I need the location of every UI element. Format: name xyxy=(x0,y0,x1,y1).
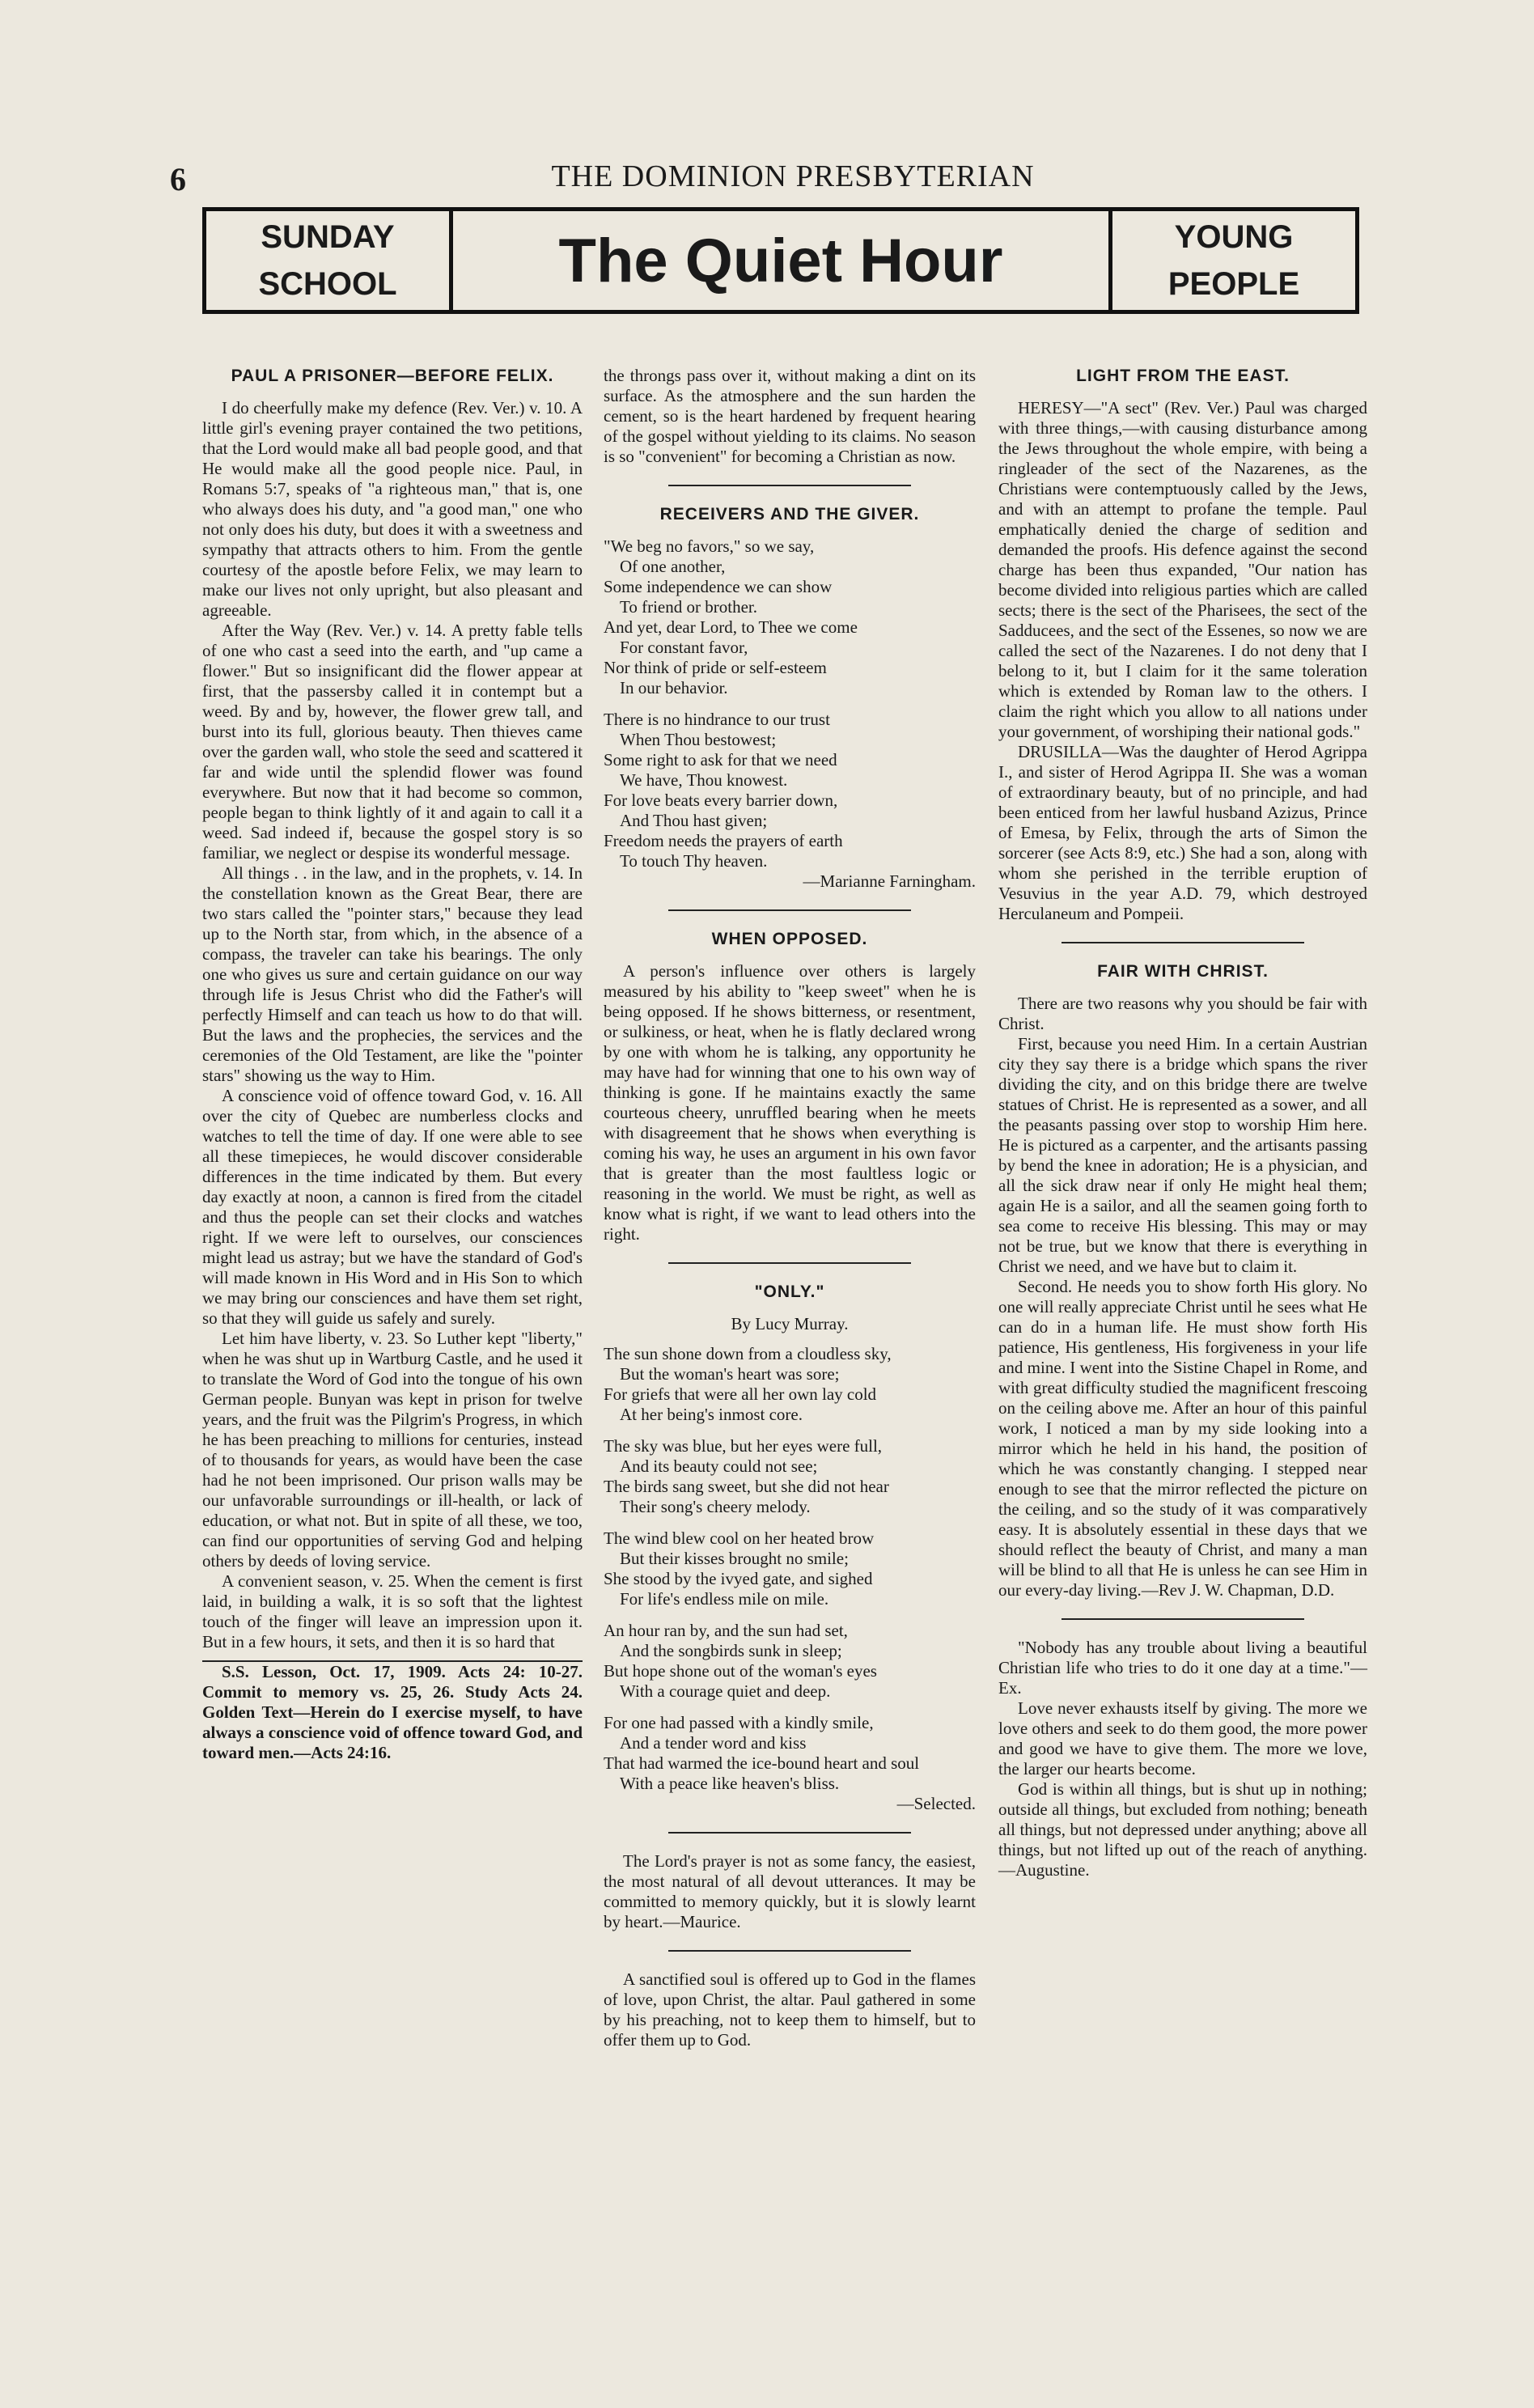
poem-line: For love beats every barrier down, xyxy=(604,791,838,810)
lesson-note: S.S. Lesson, Oct. 17, 1909. Acts 24: 10-27. Commit to memory vs. 25, 26. Study Acts 24. Golden Text—Herein do I exercise myself, to have always a conscience void of offence toward God, and toward men.—Acts 24:16. xyxy=(202,1662,583,1762)
banner-left-box xyxy=(206,211,453,310)
paragraph: There are two reasons why you should be fair with Christ. xyxy=(998,994,1367,1033)
poem-line: To friend or brother. xyxy=(620,597,757,617)
article-heading-only: "ONLY." xyxy=(754,1282,825,1301)
paragraph: the throngs pass over it, without making a dint on its surface. As the atmosphere and the sun harden the cement, so is the heart hardened by frequent hearing of the gospel without yielding to its claims. No season is so "convenient" for becoming a Christian as now. xyxy=(604,366,976,466)
poem-line: There is no hindrance to our trust xyxy=(604,710,830,729)
paragraph: "Nobody has any trouble about living a beautiful Christian life who tries to do it one day at a time."—Ex. xyxy=(998,1638,1367,1698)
poem-line: And Thou hast given; xyxy=(620,811,768,830)
article-heading-receivers: RECEIVERS AND THE GIVER. xyxy=(659,505,920,524)
poem-line: For constant favor, xyxy=(620,638,748,657)
article-heading-fair: FAIR WITH CHRIST. xyxy=(1097,962,1269,981)
paragraph: First, because you need Him. In a certain Austrian city they say there is a bridge which spans the river dividing the city, and on this bridge there are twelve statues of Christ. He is represented as a sower, and all the peasants passing over stop to worship Him here. He is pictured as a carpenter, and the artisants passing by bend the knee in adoration; He is a physician, and all the sick draw near if only He might heal them; again He is a sailor, and all the seamen going forth to sea come to receive His blessing. This may or may not be true, but we know that there is everything in Christ we need, and we have but to claim it. xyxy=(998,1034,1367,1276)
column-2 xyxy=(604,366,976,2050)
poem-line: We have, Thou knowest. xyxy=(620,770,788,790)
article-heading-light: LIGHT FROM THE EAST. xyxy=(1076,367,1290,385)
paragraph: I do cheerfully make my defence (Rev. Ver.) v. 10. A little girl's evening prayer contained the two petitions, that the Lord would make all bad people good, and that He would make all the good people nice. Paul, in Romans 5:7, speaks of "a righteous man," that is, one who always does his duty, and "a good man," one who not only does his duty, but does it with a sweetness and sympathy that attracts others to him. From the gentle courtesy of the apostle before Felix, we may learn to make our lives not only upright, but also pleasant and agreeable. xyxy=(202,398,583,620)
poem-line: The sky was blue, but her eyes were full, xyxy=(604,1436,883,1456)
poem-line: And its beauty could not see; xyxy=(620,1456,818,1476)
poem-line: And the songbirds sunk in sleep; xyxy=(620,1641,842,1660)
divider xyxy=(668,909,911,911)
poem-line: Some right to ask for that we need xyxy=(604,750,837,769)
banner-title: The Quiet Hour xyxy=(558,226,1003,295)
paragraph: A sanctified soul is offered up to God in the flames of love, upon Christ, the altar. Paul gathered in some by his preaching, not to keep them to himself, but to offer them up to God. xyxy=(604,1969,976,2050)
divider xyxy=(1062,1618,1304,1620)
column-3 xyxy=(998,366,1367,1880)
paragraph: All things . . in the law, and in the prophets, v. 14. In the constellation known as the Great Bear, there are two stars called the "pointer stars," because they lead up to the North star, from which, in the absence of a compass, the traveler can take his bearings. The only one who gives us sure and certain guidance on our way through life is Jesus Christ who did the Father's will perfectly Himself and can teach us how to do that will. But the laws and the prophecies, the services and the ceremonies of the Old Testament, are like the "pointer stars" showing us the way to Him. xyxy=(202,863,583,1085)
paragraph: Second. He needs you to show forth His glory. No one will really appreciate Christ until he sees what He can do in a human life. He must show forth His patience, His gentleness, His forgiveness in your life and mine. I went into the Sistine Chapel in Rome, and with great difficulty studied the magnificent frescoing on the ceiling above me. After an hour of this painful work, I noticed a man by my side looking into a mirror which he held in his hand, the position of which he was constantly changing. I stepped near enough to see that the mirror reflected the picture on the ceiling, and so the study of it was comparatively easy. It is absolutely essential in these days that we should reflect the beauty of Christ, and many a man will be blind to all that He is unless he can see Him in our every-day living.—Rev J. W. Chapman, D.D. xyxy=(998,1277,1367,1600)
divider xyxy=(668,485,911,486)
poem-line: "We beg no favors," so we say, xyxy=(604,536,815,556)
paragraph: Let him have liberty, v. 23. So Luther kept "liberty," when he was shut up in Wartburg Castle, and he used it to translate the Word of God into the tongue of his own German people. Bunyan was kept in prison for twelve years, and the fruit was the Pilgrim's Progress, in which he has been preaching to millions for centuries, instead of to thousands for years, as would have been the case had he not been imprisoned. Our prison walls may be our unfavorable surroundings or ill-health, or lack of education, or what not. But in spite of all these, we too, can find our opportunities of serving God and helping others by deeds of loving service. xyxy=(202,1329,583,1571)
divider xyxy=(1062,942,1304,943)
poem-attribution: —Selected. xyxy=(896,1794,976,1813)
article-heading-opposed: WHEN OPPOSED. xyxy=(711,930,868,948)
paragraph: After the Way (Rev. Ver.) v. 14. A pretty fable tells of one who cast a seed into the earth, and "up came a flower." But so insignificant did the flower appear at first, that the passersby called it in contempt but a weed. By and by, however, the flower grew tall, and burst into its full, glorious beauty. Then thieves came over the garden wall, who stole the seed and scattered it far and wide until the splendid flower was found everywhere. But now that it had become so common, people began to think lightly of it and again to call it a weed. Sad indeed if, because the gospel story is so familiar, we neglect or despise its wonderful message. xyxy=(202,621,583,863)
poem-line: With a courage quiet and deep. xyxy=(620,1681,831,1701)
paragraph: The Lord's prayer is not as some fancy, the easiest, the most natural of all devout utterances. It may be committed to memory quickly, but it is slowly learnt by heart.—Maurice. xyxy=(604,1851,976,1931)
column-1 xyxy=(202,366,583,1763)
banner-left-line2: SCHOOL xyxy=(258,266,397,302)
poem-line: An hour ran by, and the sun had set, xyxy=(604,1621,848,1640)
banner-right-line2: PEOPLE xyxy=(1167,266,1300,302)
poem-line: The wind blew cool on her heated brow xyxy=(604,1528,875,1548)
divider xyxy=(668,1950,911,1952)
section-banner xyxy=(202,207,1359,314)
banner-right-box xyxy=(1108,211,1355,310)
poem-only xyxy=(604,1344,976,1794)
poem-attribution: —Marianne Farningham. xyxy=(803,871,976,891)
poem-line: The sun shone down from a cloudless sky, xyxy=(604,1344,892,1363)
page-number: 6 xyxy=(170,161,186,197)
byline: By Lucy Murray. xyxy=(731,1314,849,1333)
banner-right-line1: YOUNG xyxy=(1174,219,1294,255)
poem-line: For life's endless mile on mile. xyxy=(620,1589,829,1609)
running-title: THE DOMINION PRESBYTERIAN xyxy=(551,159,1035,193)
poem-line: She stood by the ivyed gate, and sighed xyxy=(604,1569,873,1588)
paragraph: Love never exhausts itself by giving. The more we love others and seek to do them good, the more power and good we have to give them. The more we love, the larger our hearts become. xyxy=(998,1698,1367,1778)
paragraph: A conscience void of offence toward God, v. 16. All over the city of Quebec are numberless clocks and watches to tell the time of day. If one were able to see all these timepieces, he would discover considerable differences in the time indicated by them. But every day exactly at noon, a cannon is fired from the citadel and thus the people can set their clocks and watches right. If we were left to ourselves, our consciences might lead us astray; but we have the standard of God's will made known in His Word and in His Son to which we may bring our consciences and have them set right, so that they will guide us safely and surely. xyxy=(202,1086,583,1328)
divider xyxy=(668,1832,911,1834)
poem-line: And a tender word and kiss xyxy=(620,1733,807,1753)
poem-line: Their song's cheery melody. xyxy=(620,1497,811,1516)
poem-line: Of one another, xyxy=(620,557,726,576)
poem-line: But the woman's heart was sore; xyxy=(620,1364,840,1384)
poem-line: At her being's inmost core. xyxy=(620,1405,803,1424)
banner-left-line1: SUNDAY xyxy=(261,219,395,255)
poem-line: And yet, dear Lord, to Thee we come xyxy=(604,617,858,637)
paragraph: A person's influence over others is largely measured by his ability to "keep sweet" when he is being opposed. If he shows bitterness, or resentment, or sulkiness, or heat, when he is flatly declared wrong by one with whom he is talking, any opportunity he may have had for winning that one to his own way of thinking is gone. If he maintains exactly the same courteous cheery, unruffled bearing when he meets with disagreement that he shows when everything is coming his way, he uses an argument in his own favor that is greater than the most faultless logic or reasoning in the world. We must be right, as well as know what is right, if we want to lead others into the right. xyxy=(604,961,976,1244)
poem-line: When Thou bestowest; xyxy=(620,730,777,749)
poem-line: Some independence we can show xyxy=(604,577,833,596)
poem-receivers xyxy=(604,536,976,871)
paragraph: DRUSILLA—Was the daughter of Herod Agrippa I., and sister of Herod Agrippa II. She was a woman of extraordinary beauty, but of no principle, and had been enticed from her lawful husband Azizus, Prince of Emesa, by Felix, through the arts of Simon the sorcerer (see Acts 8:9, etc.) She had a son, along with whom she perished in the terrible eruption of Vesuvius in the year A.D. 79, which destroyed Herculaneum and Pompeii. xyxy=(998,742,1367,923)
article-heading-paul: PAUL A PRISONER—BEFORE FELIX. xyxy=(231,367,554,385)
paragraph: A convenient season, v. 25. When the cement is first laid, in building a walk, it is so soft that the lightest touch of the finger will leave an impression upon it. But in a few hours, it sets, and then it is so hard that xyxy=(202,1571,583,1651)
poem-line: Nor think of pride or self-esteem xyxy=(604,658,827,677)
poem-line: To touch Thy heaven. xyxy=(620,851,768,871)
poem-line: In our behavior. xyxy=(620,678,728,697)
poem-line: For griefs that were all her own lay cold xyxy=(604,1384,877,1404)
poem-line: But hope shone out of the woman's eyes xyxy=(604,1661,877,1681)
poem-line: For one had passed with a kindly smile, xyxy=(604,1713,874,1732)
poem-line: But their kisses brought no smile; xyxy=(620,1549,849,1568)
paragraph: HERESY—"A sect" (Rev. Ver.) Paul was charged with three things,—with causing disturbance among the Jews throughout the whole empire, with being a ringleader of the sect of the Nazarenes, as the Christians were contemptuously called by the Jews, and with an attempt to profane the temple. Paul emphatically denied the charge of sedition and demanded the proofs. His defence against the second charge has been thus expanded, "Our nation has become divided into religious parties which are called sects; there is the sect of the Pharisees, the sect of the Sadducees, and the sect of the Essenes, so now we are called the sect of the Nazarenes. I do not deny that I belong to it, but I claim for it the same toleration which is extended by Roman law to the others. I claim the right which you allow to all nations under your government, of worshiping their national gods." xyxy=(998,398,1367,741)
divider xyxy=(668,1262,911,1264)
poem-line: The birds sang sweet, but she did not hear xyxy=(604,1477,889,1496)
paragraph: God is within all things, but is shut up in nothing; outside all things, but excluded from nothing; beneath all things, but not depressed under anything; above all things, but not lifted up out of the reach of anything.—Augustine. xyxy=(998,1779,1367,1880)
poem-line: Freedom needs the prayers of earth xyxy=(604,831,843,850)
poem-line: That had warmed the ice-bound heart and soul xyxy=(604,1753,920,1773)
poem-line: With a peace like heaven's bliss. xyxy=(620,1774,840,1793)
